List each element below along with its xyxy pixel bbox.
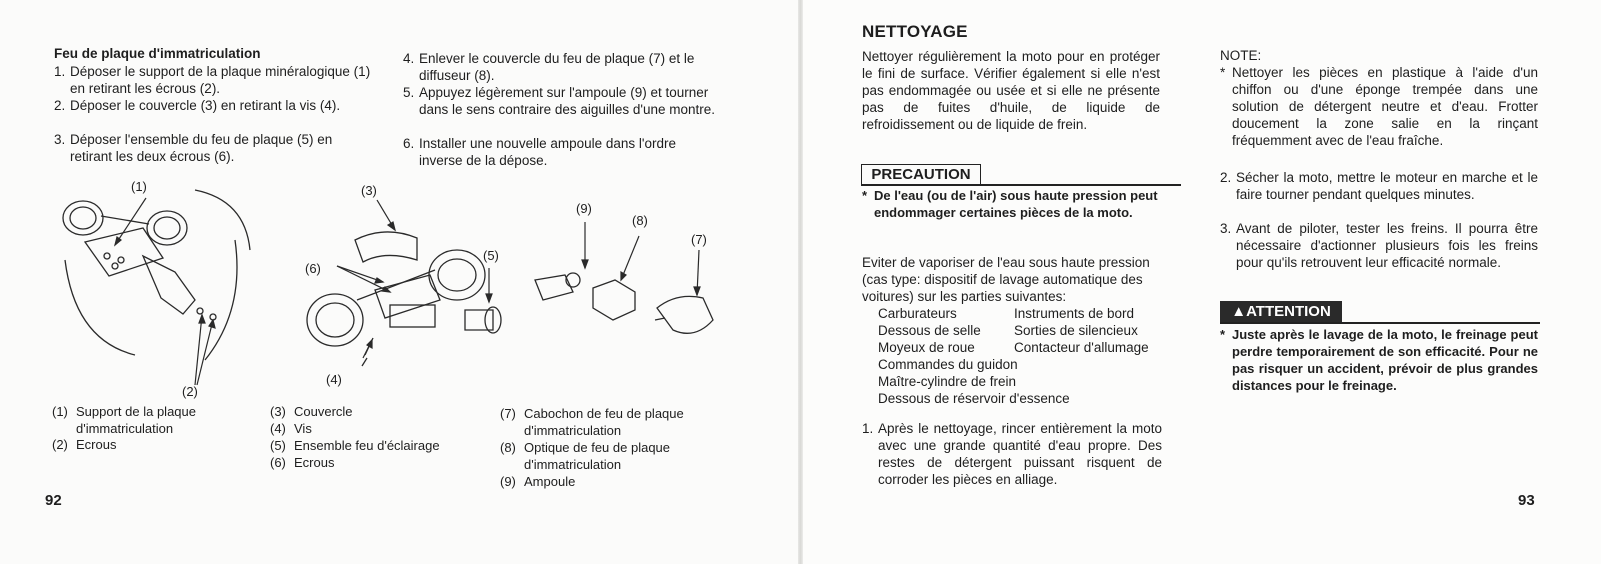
part-item: Carburateurs (878, 306, 957, 321)
step-text: Déposer le support de la plaque minéralogique (1) en retirant les écrous (2). (70, 64, 371, 96)
step-6 (403, 135, 723, 169)
caption-9 (500, 474, 730, 491)
figure-label-3: (3) (361, 183, 377, 198)
step-2 (54, 97, 374, 114)
step-number: 3. (54, 132, 66, 147)
step-text: Déposer le couvercle (3) en retirant la vis (4). (70, 98, 341, 113)
caption-text: Couvercle (294, 404, 353, 419)
figure-label-7: (7) (691, 232, 707, 247)
part-item: Sorties de silencieux (1014, 323, 1138, 338)
caption-number: (2) (52, 437, 68, 452)
caption-1 (52, 404, 252, 437)
intro-paragraph: Nettoyer régulièrement la moto pour en protéger le fini de surface. Vérifier également si elle n'est pas endommagée ou usée et si elle ne présente pas de fuites d'huile, de liquide de refroidissement ou de liquide de frein. (862, 49, 1160, 132)
step-text: Déposer l'ensemble du feu de plaque (5) en retirant les deux écrous (6). (70, 132, 333, 164)
figure-label-4: (4) (326, 372, 342, 387)
page-number-right: 93 (1518, 492, 1535, 509)
cleaning-step-2 (1220, 169, 1538, 203)
figure-label-2: (2) (182, 384, 198, 399)
figure-label-8: (8) (632, 213, 648, 228)
caption-5 (270, 438, 490, 455)
caption-text: Cabochon de feu de plaque d'immatriculation (524, 406, 684, 438)
parts-row (878, 373, 1149, 390)
figure-label-1: (1) (131, 179, 147, 194)
precaution-rule (861, 184, 1181, 186)
precaution-label: PRECAUTION (861, 164, 981, 186)
precaution-text: De l'eau (ou de l'air) sous haute pression peut endommager certaines pièces de la moto. (874, 188, 1158, 220)
caption-text: Ecrous (294, 455, 335, 470)
step-text: Après le nettoyage, rincer entièrement la moto avec une grande quantité d'eau propre. Des restes de détergent puissant risquent de corroder les pièces en alliage. (878, 421, 1162, 487)
step-number: 1. (54, 64, 66, 79)
cover-assembly-illustration (307, 232, 501, 366)
caption-4 (270, 421, 490, 438)
attention-label: ▲ATTENTION (1220, 301, 1342, 322)
step-number: 2. (54, 98, 66, 113)
page-title: NETTOYAGE (862, 22, 968, 41)
step-number: 5. (403, 85, 415, 100)
avoid-paragraph: Eviter de vaporiser de l'eau sous haute pression (cas type: dispositif de lavage automatique des voitures) sur les parties suivantes: (862, 255, 1150, 304)
note-label: NOTE: (1220, 48, 1262, 63)
attention-text: Juste après le lavage de la moto, le freinage peut perdre temporairement de son efficacité. Pour ne pas risquer un accident, prévoir de plus grandes distances pour le freinage. (1232, 327, 1538, 393)
note-text: Nettoyer les pièces en plastique à l'aide d'un chiffon ou d'une éponge trempée dans une solution de détergent neutre et d'eau. Frotter doucement la zone salie en la rinçant fréquemment avec de l'eau fraîche. (1232, 65, 1538, 148)
caption-text: Ensemble feu d'éclairage (294, 438, 440, 453)
figure-label-9: (9) (576, 201, 592, 216)
bulb-lens-cap-illustration (535, 273, 713, 333)
step-number: 3. (1220, 221, 1232, 236)
part-item: Moyeux de roue (878, 340, 975, 355)
step-number: 6. (403, 136, 415, 151)
caption-text: Ampoule (524, 474, 576, 489)
caption-number: (6) (270, 455, 286, 470)
part-item: Contacteur d'allumage (1014, 340, 1149, 355)
caption-3 (270, 404, 490, 421)
caption-text: Optique de feu de plaque d'immatriculation (524, 440, 671, 472)
cleaning-step-3 (1220, 220, 1538, 271)
caption-7 (500, 406, 730, 439)
caption-number: (9) (500, 474, 516, 489)
part-item: Dessous de réservoir d'essence (878, 391, 1070, 406)
parts-list (878, 305, 1149, 407)
part-item: Commandes du guidon (878, 357, 1018, 372)
step-5 (403, 84, 723, 118)
attention-bullet (1220, 326, 1538, 394)
part-item: Dessous de selle (878, 323, 981, 338)
parts-row (878, 390, 1149, 407)
parts-row (878, 356, 1149, 373)
step-text: Appuyez légèrement sur l'ampoule (9) et tourner dans le sens contraire des aiguilles d'une montre. (419, 85, 715, 117)
cleaning-step-1 (862, 420, 1162, 488)
caption-number: (1) (52, 404, 68, 419)
step-number: 2. (1220, 170, 1232, 185)
bullet-star: * (1220, 327, 1226, 342)
step-3 (54, 131, 374, 165)
caption-6 (270, 455, 490, 472)
step-number: 1. (862, 421, 874, 436)
figure-label-6: (6) (305, 261, 321, 276)
caption-text: Support de la plaque d'immatriculation (76, 404, 196, 436)
step-number: 4. (403, 51, 415, 66)
rear-bracket-illustration (63, 190, 250, 360)
caption-number: (4) (270, 421, 286, 436)
license-light-diagram (45, 180, 805, 395)
attention-rule (1220, 322, 1540, 324)
caption-number: (8) (500, 440, 516, 455)
caption-number: (7) (500, 406, 516, 421)
bullet-star: * (862, 188, 868, 203)
section-title: Feu de plaque d'immatriculation (54, 46, 261, 61)
step-text: Enlever le couvercle du feu de plaque (7) et le diffuseur (8). (419, 51, 695, 83)
step-4 (403, 50, 723, 84)
note-bullet (1220, 64, 1538, 149)
caption-2 (52, 437, 252, 454)
bullet-star: * (1220, 65, 1226, 80)
step-text: Installer une nouvelle ampoule dans l'ordre inverse de la dépose. (419, 136, 676, 168)
part-item: Instruments de bord (1014, 306, 1135, 321)
parts-row (878, 322, 1149, 339)
caption-number: (3) (270, 404, 286, 419)
figure-label-5: (5) (483, 248, 499, 263)
parts-row (878, 339, 1149, 356)
caption-8 (500, 440, 730, 473)
caption-text: Vis (294, 421, 312, 436)
parts-row (878, 305, 1149, 322)
page-number-left: 92 (45, 492, 62, 509)
step-text: Avant de piloter, tester les freins. Il pourra être nécessaire d'actionner plusieurs fois les freins pour qu'ils retrouvent leur efficacité normale. (1236, 221, 1538, 270)
caption-number: (5) (270, 438, 286, 453)
step-text: Sécher la moto, mettre le moteur en marche et le faire tourner pendant quelques minutes. (1236, 170, 1538, 202)
precaution-bullet (862, 187, 1162, 221)
part-item: Maître-cylindre de frein (878, 374, 1017, 389)
caption-text: Ecrous (76, 437, 117, 452)
step-1 (54, 63, 374, 97)
